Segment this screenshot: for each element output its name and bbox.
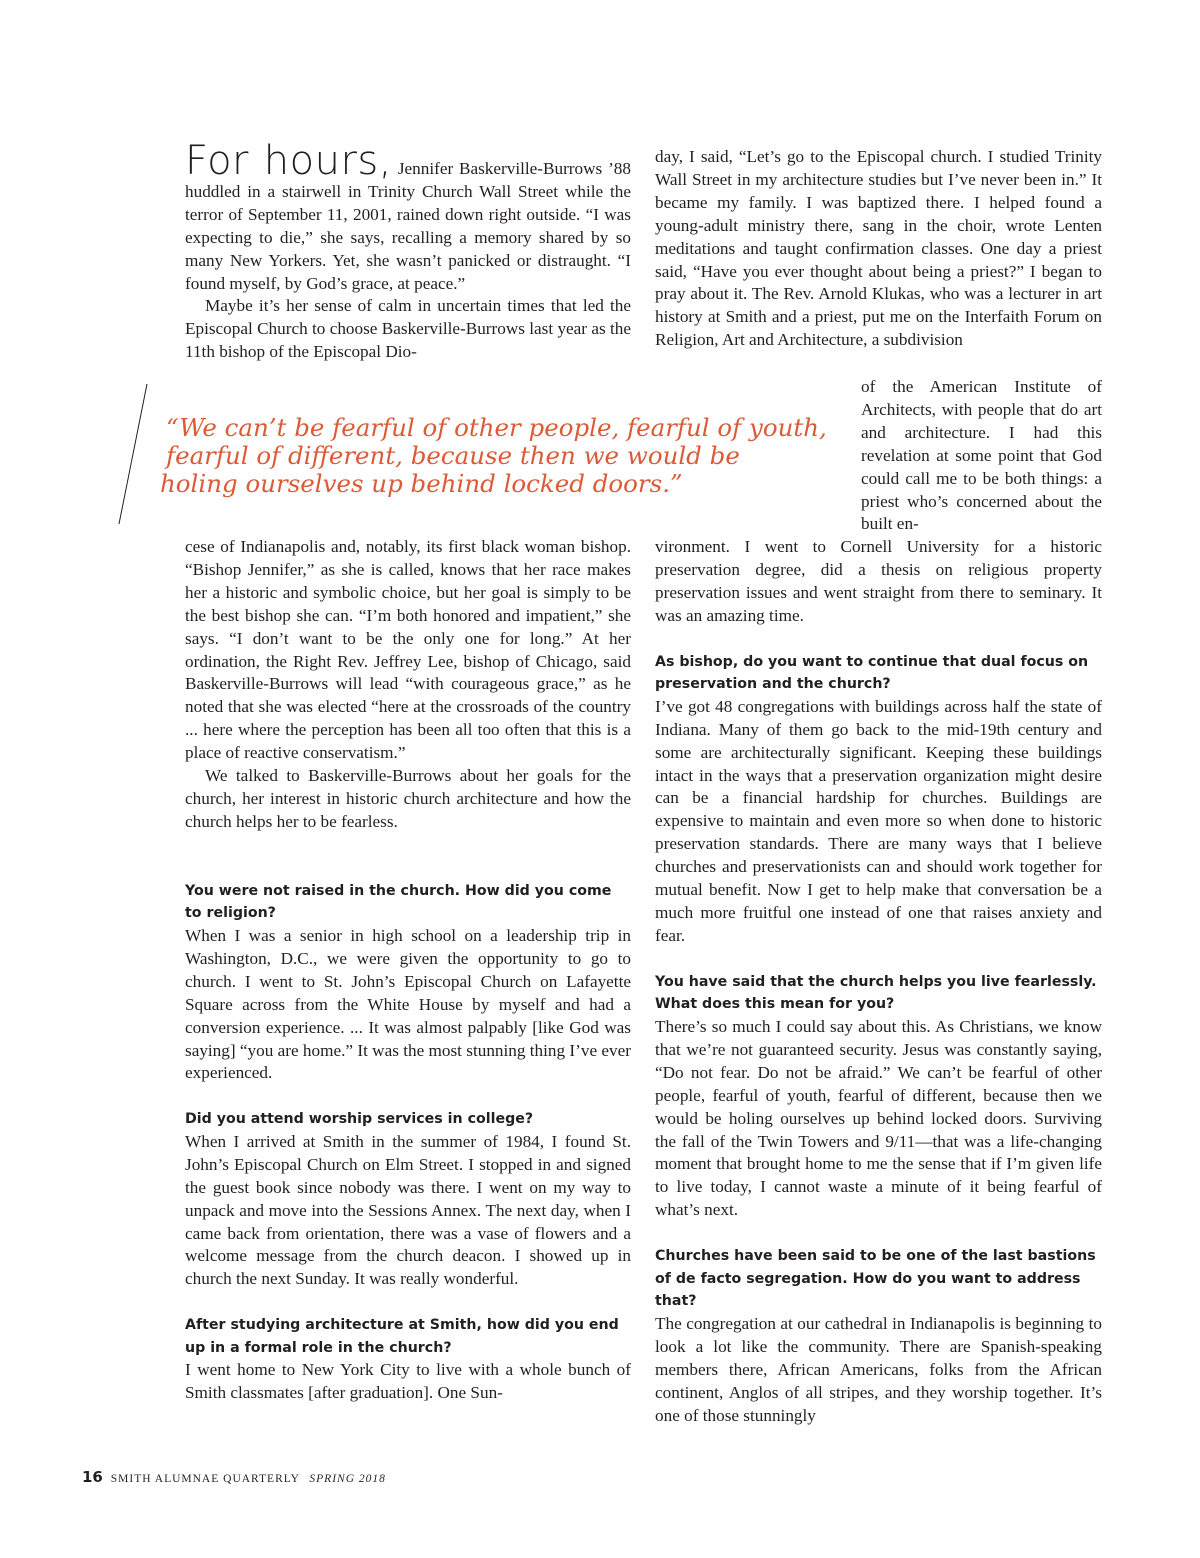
section-spacer [185, 834, 631, 880]
answer-3-part-a: I went home to New York City to live with a whole bunch of Smith classmates [after graduation]. One Sun- [185, 1360, 631, 1403]
issue-label: SPRING 2018 [309, 1473, 386, 1485]
pull-quote-slash [119, 384, 147, 524]
drop-word: For hours, [185, 138, 392, 184]
publication-name: SMITH ALUMNAE QUARTERLY [110, 1473, 300, 1485]
question-2: Did you attend worship services in college? [185, 1111, 534, 1128]
question-5: You have said that the church helps you live fearlessly. What does this mean for you? [655, 973, 1097, 1013]
qa-spacer [655, 948, 1102, 971]
article-left-column [185, 536, 631, 1405]
question-4: As bishop, do you want to continue that dual focus on preservation and the church? [655, 653, 1089, 693]
article-right-column [655, 536, 1102, 1427]
answer-2: When I arrived at Smith in the summer of 1984, I found St. John’s Episcopal Church on Elm Street. I stopped in and signed the guest book since nobody was there. I went on my way to unpack and move into the Sessions Annex. The next day, when I came back from orientation, there was a vase of flowers and a welcome message from the church deacon. I showed up in church the next Sunday. It was really wonderful. [185, 1131, 631, 1289]
pull-quote [160, 413, 827, 498]
intro-paragraph-2a: Maybe it’s her sense of calm in uncertain times that led the Episcopal Church to choose Baskerville-Burrows last year as the 11th bishop of the Episcopal Dio- [185, 296, 631, 362]
answer-4: I’ve got 48 congregations with buildings across half the state of Indiana. Many of them go back to the mid-19th century and some are architecturally significant. Keeping these buildings intact in the ways that a preservation organization might desire can be a financial hardship for churches. Buildings are expensive to maintain and even more so when done to historic preservation standards. There are many ways that I believe churches and preservationists can and should work together for mutual benefit. Now I get to help make that conversation be a much more fruitful one instead of one that raises anxiety and fear. [655, 696, 1102, 945]
qa-spacer [185, 1085, 631, 1108]
pull-quote-line-3: holing ourselves up behind locked doors.” [160, 469, 683, 498]
pull-quote-rule [0, 0, 160, 540]
page-footer [82, 1468, 386, 1486]
answer-6: The congregation at our cathedral in Indianapolis is beginning to look a lot like the community. There are Spanish-speaking members there, African Americans, folks from the African continent, Anglos of all stripes, and they worship together. It’s one of those stunningly [655, 1313, 1102, 1425]
question-3: After studying architecture at Smith, how did you end up in a formal role in the church? [185, 1317, 619, 1356]
article-right-column-wrap [861, 376, 1102, 536]
intro-paragraph-3: We talked to Baskerville-Burrows about her goals for the church, her interest in historic church architecture and how the church helps her to be fearless. [185, 766, 631, 831]
answer-3-part-d: vironment. I went to Cornell University for a historic preservation degree, did a thesis on religious property preservation issues and went straight from there to seminary. It was an amazing time. [655, 537, 1102, 625]
question-1: You were not raised in the church. How did you come to religion? [185, 882, 612, 922]
answer-3-part-c: of the American Institute of Architects, with people that do art and architecture. I had this revelation at some point that God could call me to be both things: a priest who’s concerned about the built en- [861, 377, 1102, 534]
answer-1: When I was a senior in high school on a leadership trip in Washington, D.C., we were given the opportunity to go to church. I went to St. John’s Episcopal Church on Lafayette Square across from the White House by myself and had a conversion experience. ... It was almost palpably [like God was saying] “you are home.” It was the most stunning thing I’ve ever experienced. [185, 925, 631, 1083]
question-6: Churches have been said to be one of the last bastions of de facto segregation. How do you want to address that? [655, 1248, 1096, 1310]
intro-paragraph-2b: cese of Indianapolis and, notably, its first black woman bishop. “Bishop Jennifer,” as she is called, knows that her race makes her a historic and symbolic choice, but her goal is simply to be the best bishop she can. “I’m both honored and impatient,” she says. “I don’t want to be the only one for long.” At her ordination, the Right Rev. Jeffrey Lee, bishop of Chicago, said Baskerville-Burrows will lead “with courageous grace,” as he noted that she was elected “here at the crossroads of the country ... here where the perception has been all too often that this is a place of reactive conservatism.” [185, 537, 631, 763]
pull-quote-line-2: fearful of different, because then we would be [166, 441, 740, 470]
qa-spacer [655, 628, 1102, 651]
answer-3-part-b: day, I said, “Let’s go to the Episcopal church. I studied Trinity Wall Street in my architecture studies but I’ve never been in.” It became my family. I was baptized there. I helped found a young-adult ministry there, sang in the choir, wrote Lenten meditations and taught confirmation classes. One day a priest said, “Have you ever thought about being a priest?” I began to pray about it. The Rev. Arnold Klukas, who was a lecturer in art history at Smith and a priest, put me on the Interfaith Forum on Religion, Art and Architecture, a subdivision [655, 147, 1102, 350]
article-intro-top [185, 138, 631, 364]
intro-paragraph-1-text: Jennifer Baskerville-Burrows ’88 huddled in a stairwell in Trinity Church Wall Street while the terror of September 11, 2001, rained down right outside. “I was expecting to die,” she says, recalling a memory shared by so many New Yorkers. Yet, she wasn’t panicked or distraught. “I found myself, by God’s grace, at peace.” [185, 159, 631, 293]
page-number: 16 [82, 1468, 103, 1486]
article-right-column-top [655, 146, 1102, 352]
intro-paragraph-1 [185, 138, 631, 295]
answer-5: There’s so much I could say about this. As Christians, we know that we’re not guaranteed security. Jesus was constantly saying, “Do not fear. Do not be afraid.” We can’t be fearful of other people, fearful of youth, fearful of different, because then we would be holing ourselves up behind locked doors. Surviving the fall of the Twin Towers and 9/11—that was a life-changing moment that brought home to me the sense that if I’m given life to live today, I cannot waste a minute of it being fearful of what’s next. [655, 1016, 1102, 1220]
qa-spacer [655, 1222, 1102, 1245]
qa-spacer [185, 1291, 631, 1314]
pull-quote-line-1: “We can’t be fearful of other people, fearful of youth, [166, 413, 827, 442]
